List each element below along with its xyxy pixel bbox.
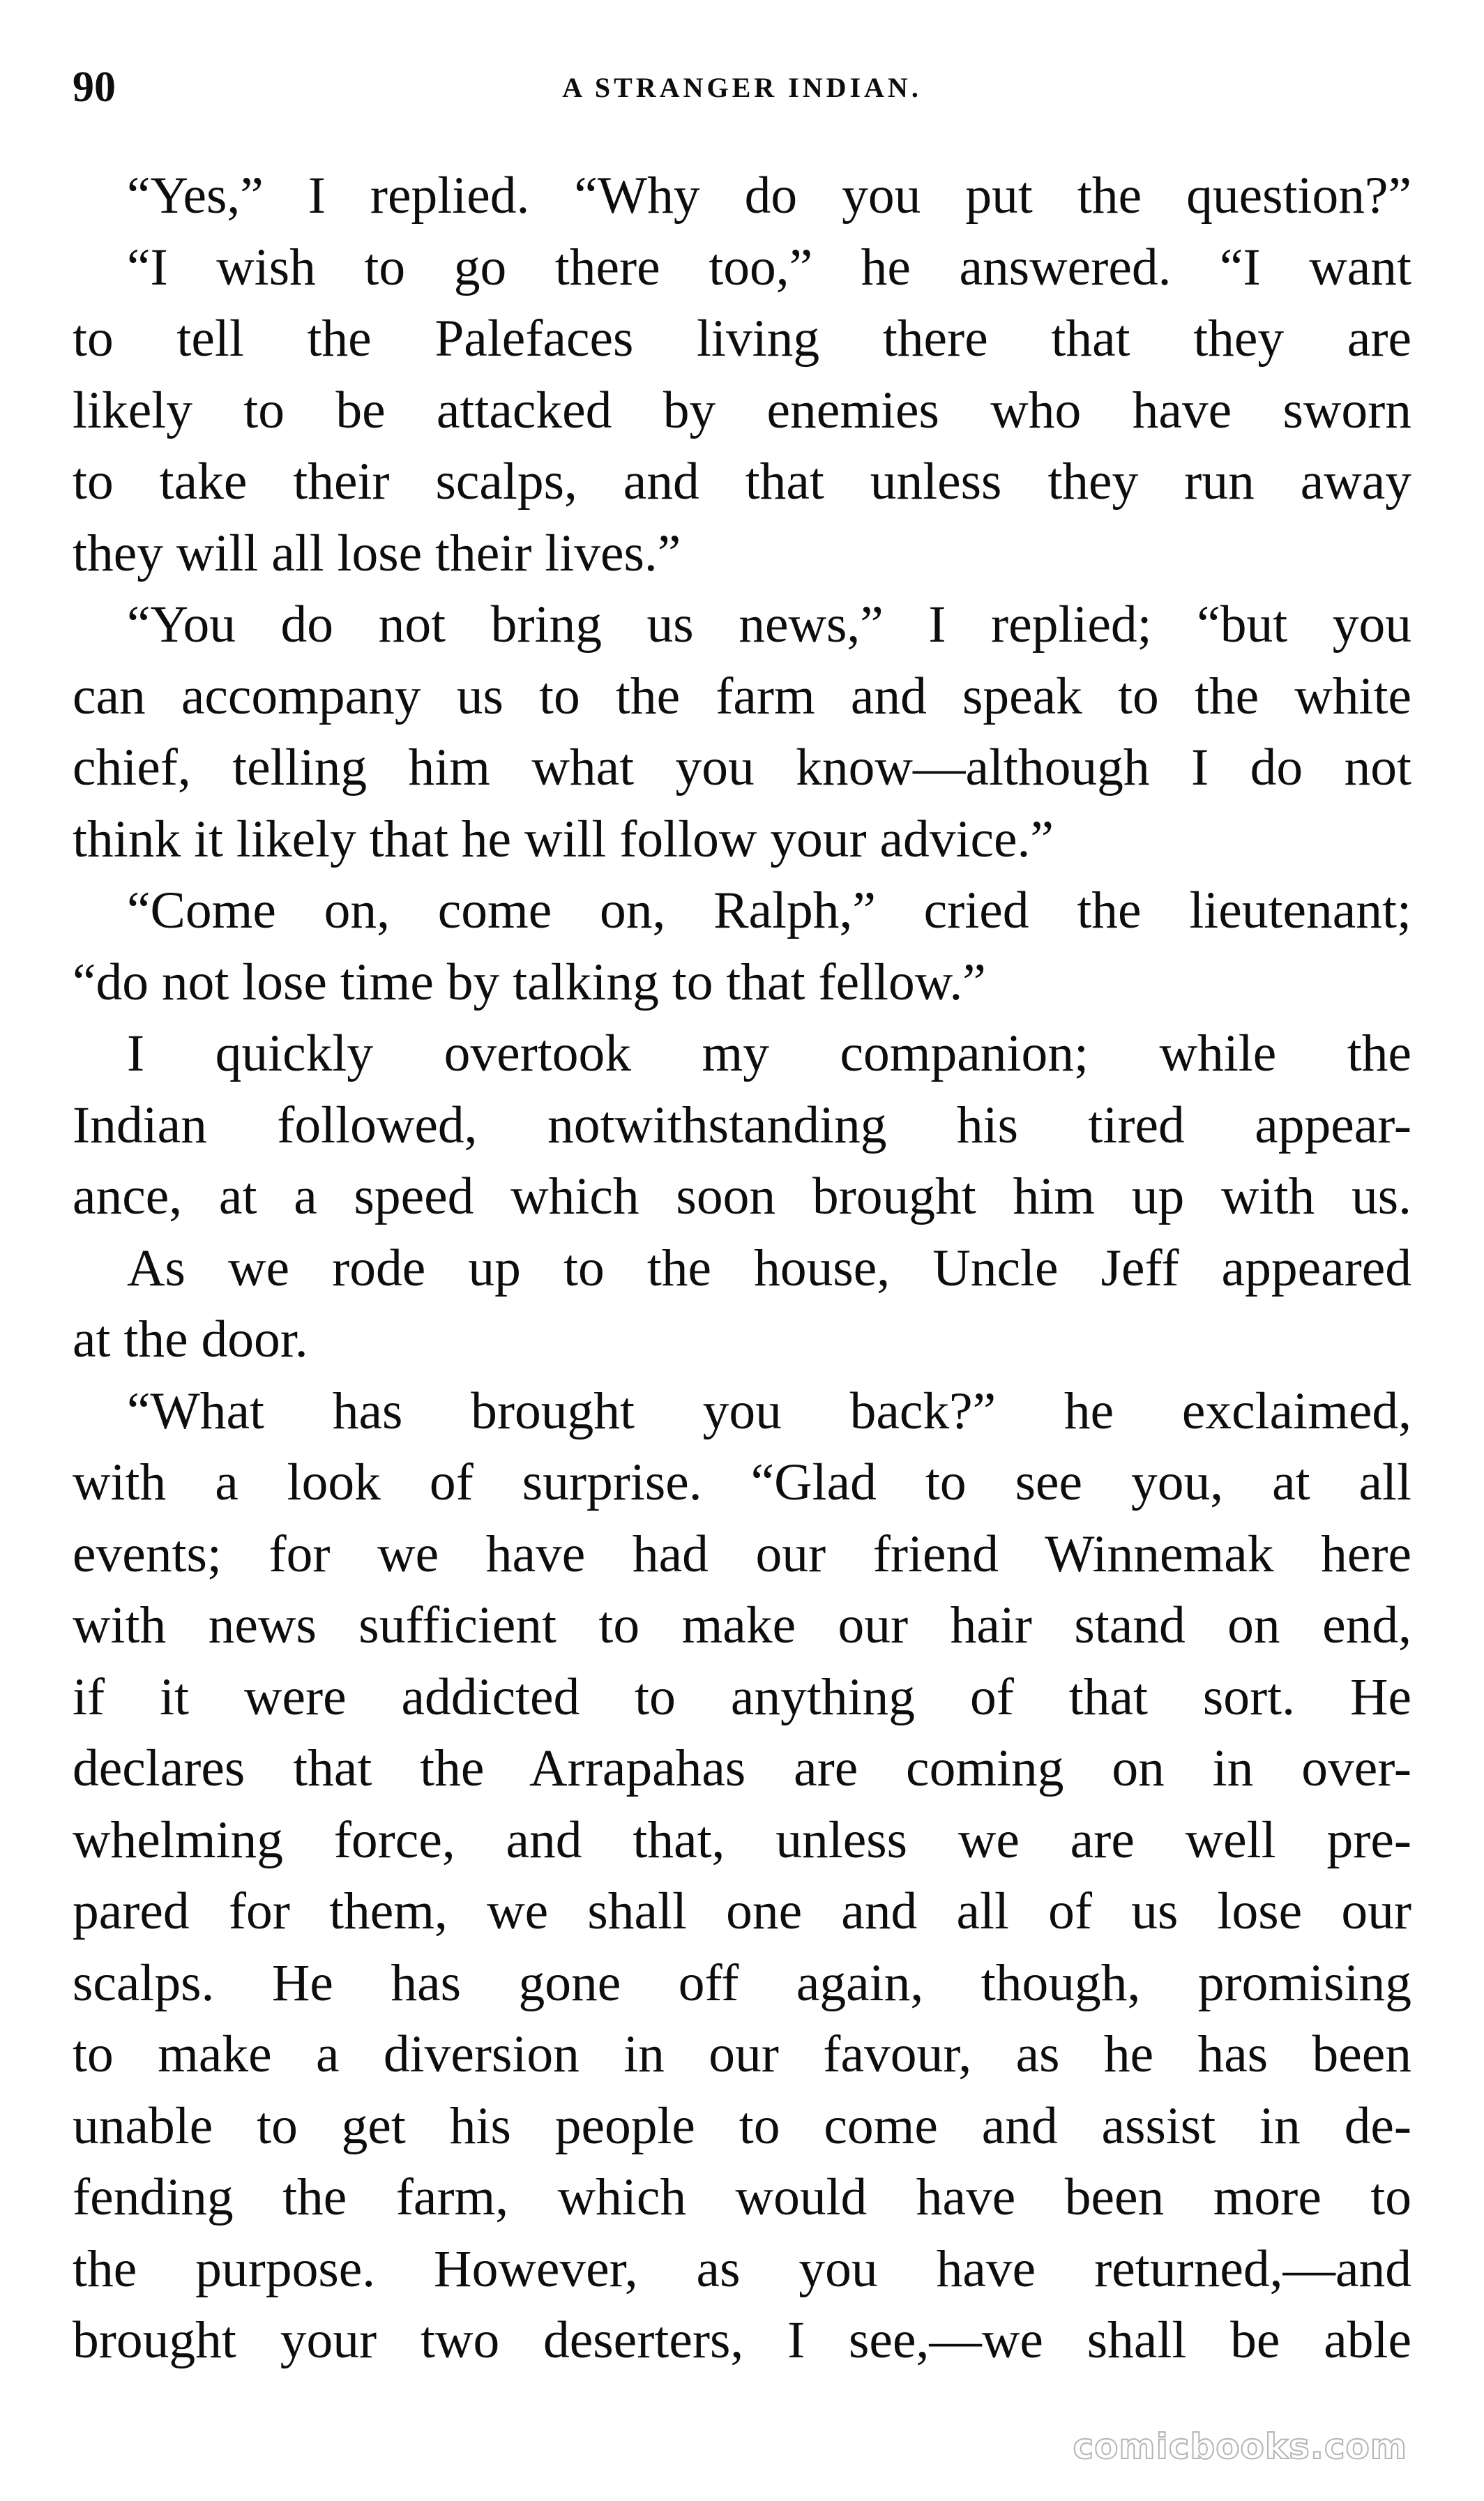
text-line: fending the farm, which would have been more to — [73, 2168, 1411, 2226]
page-number: 90 — [73, 63, 116, 111]
text-line: with a look of surprise. “Glad to see you, at all — [73, 1453, 1411, 1511]
text-line: declares that the Arrapahas are coming on in over- — [73, 1739, 1411, 1797]
text-line: with news sufficient to make our hair stand on end, — [73, 1596, 1411, 1654]
text-line: the purpose. However, as you have returned,—and — [73, 2239, 1411, 2298]
text-line: ance, at a speed which soon brought him up with us. — [73, 1168, 1411, 1225]
text-line: events; for we have had our friend Winnemak here — [73, 1525, 1411, 1583]
body-text — [73, 160, 1411, 2377]
text-line: As we rode up to the house, Uncle Jeff appeared — [127, 1239, 1411, 1297]
text-line: likely to be attacked by enemies who have sworn — [73, 381, 1411, 439]
watermark: comicbooks.com — [1073, 2426, 1407, 2467]
text-line: “I wish to go there too,” he answered. “I want — [127, 238, 1411, 296]
text-line: at the door. — [73, 1310, 308, 1368]
text-line: “Come on, come on, Ralph,” cried the lieutenant; — [127, 882, 1411, 939]
text-line: “What has brought you back?” he exclaimed, — [127, 1382, 1411, 1440]
text-line: “do not lose time by talking to that fellow.” — [73, 953, 986, 1011]
text-line: if it were addicted to anything of that sort. He — [73, 1668, 1411, 1726]
text-line: they will all lose their lives.” — [73, 524, 681, 582]
running-head — [73, 63, 1411, 112]
text-line: can accompany us to the farm and speak to the white — [73, 667, 1411, 725]
text-line: to take their scalps, and that unless they run away — [73, 453, 1411, 511]
text-line: to make a diversion in our favour, as he has been — [73, 2025, 1411, 2083]
text-line: scalps. He has gone off again, though, promising — [73, 1954, 1411, 2012]
text-line: brought your two deserters, I see,—we shall be able — [73, 2311, 1411, 2369]
text-line: I quickly overtook my companion; while the — [127, 1025, 1411, 1082]
text-line: whelming force, and that, unless we are well pre- — [73, 1811, 1411, 1869]
text-line: chief, telling him what you know—although I do not — [73, 739, 1411, 796]
text-line: Indian followed, notwithstanding his tired appear- — [73, 1096, 1411, 1154]
text-line: unable to get his people to come and assist in de- — [73, 2096, 1411, 2155]
running-title: A STRANGER INDIAN. — [562, 72, 922, 103]
text-line: think it likely that he will follow your advice.” — [73, 810, 1054, 868]
text-line: “Yes,” I replied. “Why do you put the question?” — [127, 167, 1411, 225]
text-line: pared for them, we shall one and all of us lose our — [73, 1882, 1411, 1940]
text-line: “You do not bring us news,” I replied; “but you — [127, 596, 1411, 653]
text-line: to tell the Palefaces living there that they are — [73, 310, 1411, 368]
